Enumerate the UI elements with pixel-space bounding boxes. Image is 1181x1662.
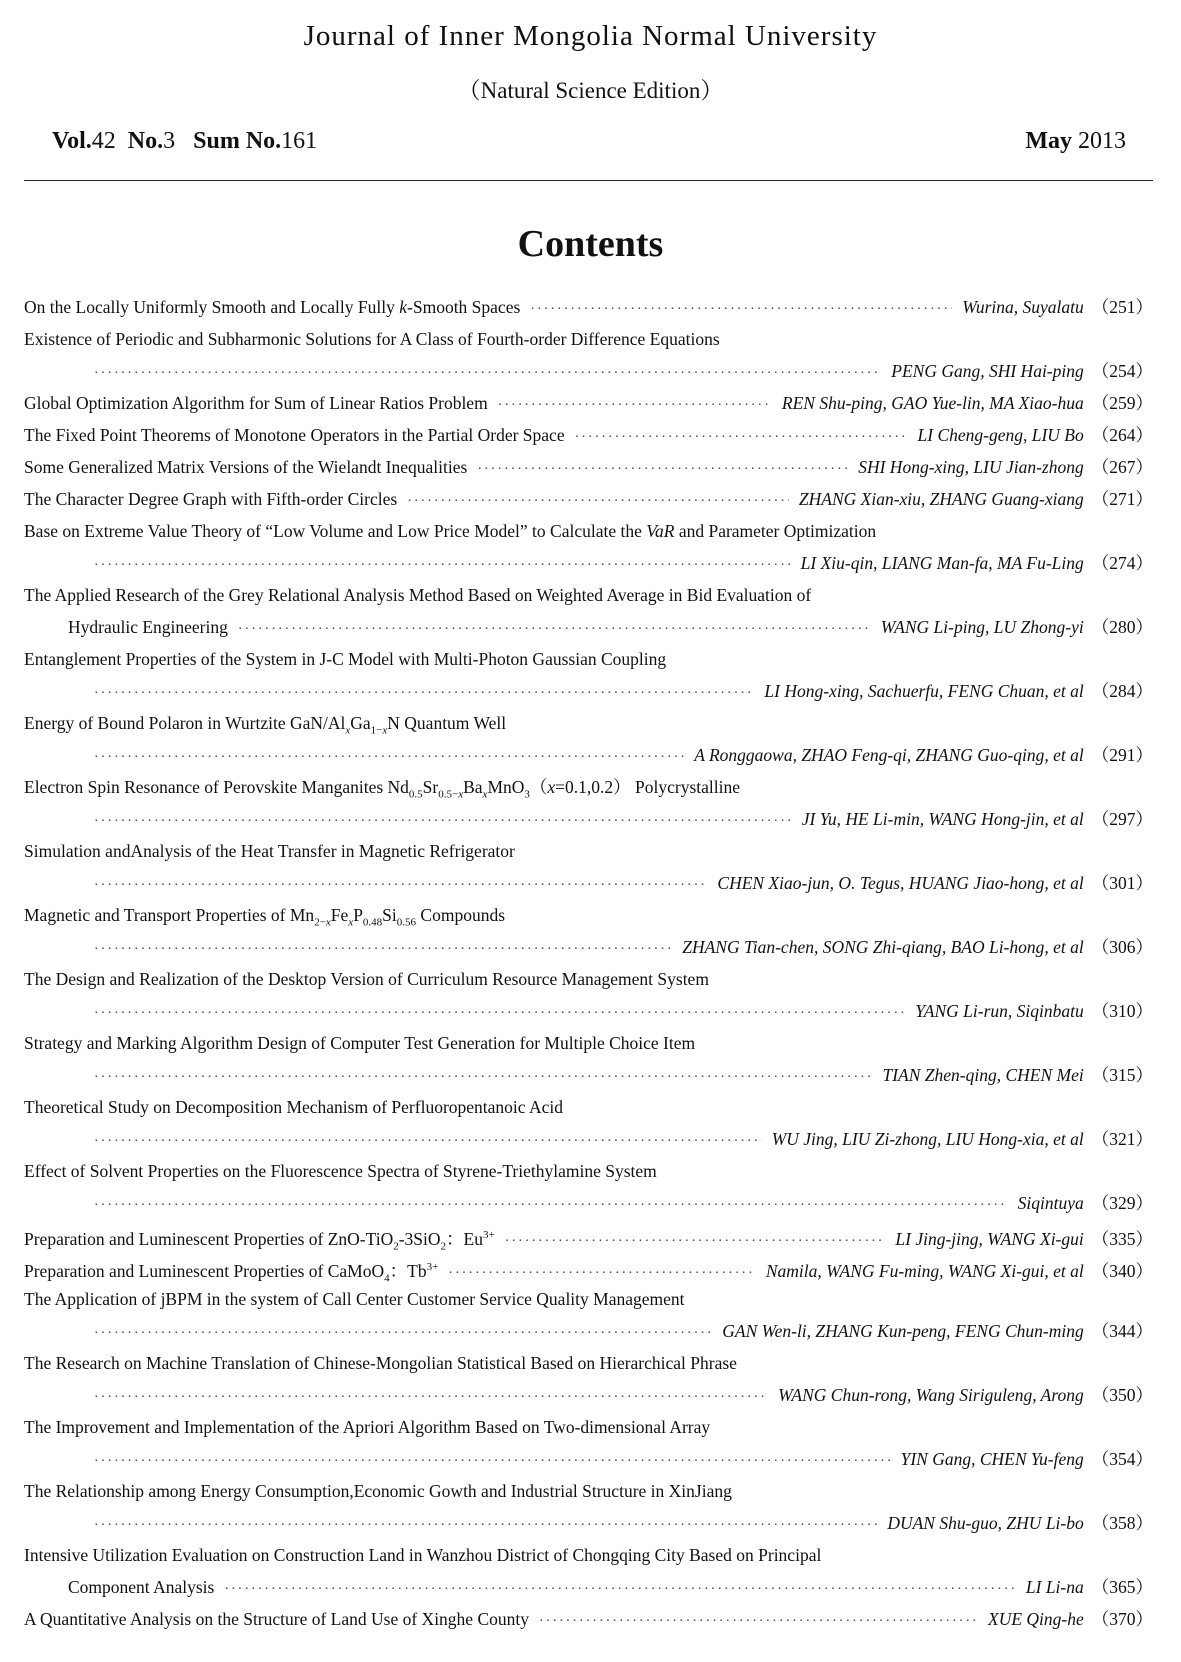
toc-entry-title-line bbox=[24, 1091, 1153, 1123]
table-of-contents bbox=[24, 291, 1153, 1635]
entry-title: Preparation and Luminescent Properties of ZnO-TiO$_2$-3SiO$_2$：$Eu^{3+}$ bbox=[24, 1228, 495, 1253]
entry-title: Existence of Periodic and Subharmonic Solutions for A Class of Fourth-order Difference Equations bbox=[24, 329, 720, 349]
entry-page: （264） bbox=[1091, 425, 1153, 445]
entry-authors: YANG Li-run, Siqinbatu bbox=[915, 1001, 1084, 1021]
entry-page: （284） bbox=[1091, 681, 1153, 701]
leader-dots bbox=[505, 1226, 886, 1258]
entry-page: （280） bbox=[1091, 617, 1153, 637]
no-number: 3 bbox=[163, 128, 176, 154]
entry-title: The Improvement and Implementation of the Apriori Algorithm Based on Two-dimensional Array bbox=[24, 1417, 711, 1437]
entry-title: Theoretical Study on Decomposition Mechanism of Perfluoropentanoic Acid bbox=[24, 1097, 563, 1117]
entry-authors: PENG Gang, SHI Hai-ping bbox=[891, 361, 1084, 381]
toc-entry-title-line bbox=[24, 1155, 1153, 1187]
entry-page: （350） bbox=[1091, 1385, 1153, 1405]
entry-page: （321） bbox=[1091, 1129, 1153, 1149]
entry-authors: REN Shu-ping, GAO Yue-lin, MA Xiao-hua bbox=[781, 393, 1084, 413]
entry-title: On the Locally Uniformly Smooth and Locally Fully k-Smooth Spaces bbox=[24, 297, 521, 317]
entry-title: The Fixed Point Theorems of Monotone Operators in the Partial Order Space bbox=[24, 425, 565, 445]
leader-dots bbox=[94, 1382, 768, 1414]
leader-dots bbox=[94, 1446, 891, 1478]
entry-title-cont: Component Analysis bbox=[68, 1577, 215, 1597]
entry-page: （335） bbox=[1091, 1228, 1153, 1249]
sum-number: 161 bbox=[281, 128, 318, 154]
leader-dots bbox=[477, 454, 848, 486]
leader-dots bbox=[94, 1062, 873, 1094]
entry-authors: Siqintuya bbox=[1017, 1193, 1084, 1213]
leader-dots bbox=[94, 998, 905, 1030]
entry-title: Effect of Solvent Properties on the Fluorescence Spectra of Styrene-Triethylamine System bbox=[24, 1161, 657, 1181]
entry-title: The Applied Research of the Grey Relational Analysis Method Based on Weighted Average in Bid Evaluation of bbox=[24, 585, 812, 605]
leader-dots bbox=[94, 1318, 712, 1350]
entry-page: （306） bbox=[1091, 937, 1153, 957]
toc-entry bbox=[24, 451, 1153, 483]
entry-title: Electron Spin Resonance of Perovskite Manganites $Nd_{0.5}Sr_{0.5-x}Ba_xMnO_3(x=0.1,0.2)$ Polycrystalline bbox=[24, 777, 741, 801]
entry-authors: Wurina, Suyalatu bbox=[962, 297, 1084, 317]
leader-dots bbox=[94, 934, 672, 966]
entry-authors: YIN Gang, CHEN Yu-feng bbox=[900, 1449, 1084, 1469]
leader-dots bbox=[94, 550, 791, 582]
toc-entry-authors-line bbox=[24, 803, 1153, 835]
toc-entry-authors-line bbox=[24, 1187, 1153, 1219]
toc-entry-title-line-2 bbox=[24, 1571, 1153, 1603]
entry-page: （254） bbox=[1091, 361, 1153, 381]
entry-title: The Design and Realization of the Desktop Version of Curriculum Resource Management System bbox=[24, 969, 709, 989]
toc-entry-title-line bbox=[24, 963, 1153, 995]
entry-title: Simulation andAnalysis of the Heat Transfer in Magnetic Refrigerator bbox=[24, 841, 515, 861]
leader-dots bbox=[94, 742, 684, 774]
leader-dots bbox=[94, 678, 754, 710]
toc-entry-authors-line bbox=[24, 1443, 1153, 1475]
entry-title: Global Optimization Algorithm for Sum of Linear Ratios Problem bbox=[24, 393, 488, 413]
entry-title: The Character Degree Graph with Fifth-order Circles bbox=[24, 489, 398, 509]
entry-title: Base on Extreme Value Theory of “Low Volume and Low Price Model” to Calculate the VaR and Parameter Optimization bbox=[24, 521, 877, 541]
leader-dots bbox=[498, 390, 772, 422]
toc-entry-authors-line bbox=[24, 1059, 1153, 1091]
entry-authors: Namila, WANG Fu-ming, WANG Xi-gui, et al bbox=[765, 1260, 1084, 1281]
entry-page: （310） bbox=[1091, 1001, 1153, 1021]
leader-dots bbox=[94, 1190, 1008, 1222]
toc-entry-title-line bbox=[24, 1027, 1153, 1059]
issue-year: 2013 bbox=[1078, 128, 1126, 154]
entry-authors: GAN Wen-li, ZHANG Kun-peng, FENG Chun-ming bbox=[722, 1321, 1084, 1341]
leader-dots bbox=[94, 358, 881, 390]
toc-entry-title-line bbox=[24, 643, 1153, 675]
entry-authors: LI Xiu-qin, LIANG Man-fa, MA Fu-Ling bbox=[800, 553, 1084, 573]
toc-entry-title-line-2 bbox=[24, 611, 1153, 643]
entry-page: （297） bbox=[1091, 809, 1153, 829]
entry-page: （259） bbox=[1091, 393, 1153, 413]
entry-authors: CHEN Xiao-jun, O. Tegus, HUANG Jiao-hong, et al bbox=[717, 873, 1084, 893]
toc-entry bbox=[24, 291, 1153, 323]
entry-title: Preparation and Luminescent Properties of CaMoO$_4$：$Tb^{3+}$ bbox=[24, 1260, 439, 1285]
toc-entry-authors-line bbox=[24, 867, 1153, 899]
toc-entry-title-line bbox=[24, 579, 1153, 611]
toc-entry-authors-line bbox=[24, 675, 1153, 707]
entry-title-cont: Hydraulic Engineering bbox=[68, 617, 228, 637]
entry-authors: DUAN Shu-guo, ZHU Li-bo bbox=[887, 1513, 1084, 1533]
toc-entry-authors-line bbox=[24, 1379, 1153, 1411]
toc-entry-title-line bbox=[24, 835, 1153, 867]
issue-date bbox=[1025, 128, 1126, 155]
entry-authors: WANG Chun-rong, Wang Siriguleng, Arong bbox=[778, 1385, 1084, 1405]
entry-authors: TIAN Zhen-qing, CHEN Mei bbox=[882, 1065, 1084, 1085]
toc-entry-authors-line bbox=[24, 1315, 1153, 1347]
entry-page: （344） bbox=[1091, 1321, 1153, 1341]
no-label: No. bbox=[127, 128, 164, 154]
toc-entry bbox=[24, 419, 1153, 451]
toc-entry-authors-line bbox=[24, 739, 1153, 771]
entry-title: A Quantitative Analysis on the Structure of Land Use of Xinghe County bbox=[24, 1609, 529, 1629]
entry-page: （354） bbox=[1091, 1449, 1153, 1469]
vol-label: Vol. bbox=[52, 128, 92, 154]
leader-dots bbox=[94, 870, 707, 902]
issue-info bbox=[52, 128, 317, 155]
entry-authors: WU Jing, LIU Zi-zhong, LIU Hong-xia, et al bbox=[771, 1129, 1084, 1149]
leader-dots bbox=[94, 806, 792, 838]
entry-title: The Application of jBPM in the system of Call Center Customer Service Quality Management bbox=[24, 1289, 685, 1309]
entry-page: （274） bbox=[1091, 553, 1153, 573]
vol-number: 42 bbox=[91, 128, 116, 154]
entry-authors: LI Cheng-geng, LIU Bo bbox=[917, 425, 1084, 445]
toc-entry-title-line bbox=[24, 899, 1153, 931]
toc-entry-title-line bbox=[24, 1283, 1153, 1315]
header-rule bbox=[24, 180, 1153, 181]
entry-authors: LI Jing-jing, WANG Xi-gui bbox=[895, 1228, 1084, 1249]
entry-page: （370） bbox=[1091, 1609, 1153, 1629]
entry-title: Some Generalized Matrix Versions of the Wielandt Inequalities bbox=[24, 457, 468, 477]
entry-title: Intensive Utilization Evaluation on Construction Land in Wanzhou District of Chongqing City Based on Principal bbox=[24, 1545, 822, 1565]
entry-page: （315） bbox=[1091, 1065, 1153, 1085]
leader-dots bbox=[575, 422, 908, 454]
leader-dots bbox=[94, 1510, 877, 1542]
entry-title: The Research on Machine Translation of Chinese-Mongolian Statistical Based on Hierarchical Phrase bbox=[24, 1353, 737, 1373]
entry-page: （340） bbox=[1091, 1260, 1153, 1281]
toc-entry-authors-line bbox=[24, 355, 1153, 387]
toc-entry bbox=[24, 387, 1153, 419]
toc-entry bbox=[24, 1219, 1153, 1251]
toc-entry-authors-line bbox=[24, 1507, 1153, 1539]
entry-title: Energy of Bound Polaron in Wurtzite GaN/$Al_xGa_{1-x}N$ Quantum Well bbox=[24, 713, 507, 737]
toc-entry-title-line bbox=[24, 1539, 1153, 1571]
journal-subtitle: （Natural Science Edition） bbox=[457, 78, 724, 103]
leader-dots bbox=[539, 1606, 978, 1638]
entry-authors: XUE Qing-he bbox=[988, 1609, 1084, 1629]
toc-entry-title-line bbox=[24, 1347, 1153, 1379]
entry-title: Strategy and Marking Algorithm Design of Computer Test Generation for Multiple Choice Item bbox=[24, 1033, 696, 1053]
entry-page: （267） bbox=[1091, 457, 1153, 477]
entry-title: Entanglement Properties of the System in J-C Model with Multi-Photon Gaussian Coupling bbox=[24, 649, 667, 669]
toc-entry-title-line bbox=[24, 1475, 1153, 1507]
leader-dots bbox=[530, 294, 952, 326]
sum-label: Sum No. bbox=[193, 128, 282, 154]
entry-page: （301） bbox=[1091, 873, 1153, 893]
contents-heading: Contents bbox=[517, 223, 664, 265]
leader-dots bbox=[94, 1126, 762, 1158]
issue-month: May bbox=[1025, 128, 1072, 154]
toc-entry-title-line bbox=[24, 323, 1153, 355]
entry-page: （329） bbox=[1091, 1193, 1153, 1213]
toc-entry bbox=[24, 483, 1153, 515]
entry-authors: A Ronggaowa, ZHAO Feng-qi, ZHANG Guo-qing, et al bbox=[694, 745, 1084, 765]
entry-authors: JI Yu, HE Li-min, WANG Hong-jin, et al bbox=[801, 809, 1084, 829]
toc-entry-authors-line bbox=[24, 1123, 1153, 1155]
entry-authors: LI Hong-xing, Sachuerfu, FENG Chuan, et al bbox=[764, 681, 1084, 701]
entry-title: The Relationship among Energy Consumption,Economic Gowth and Industrial Structure in XinJiang bbox=[24, 1481, 732, 1501]
leader-dots bbox=[224, 1574, 1016, 1606]
entry-authors: ZHANG Tian-chen, SONG Zhi-qiang, BAO Li-hong, et al bbox=[682, 937, 1084, 957]
entry-page: （291） bbox=[1091, 745, 1153, 765]
entry-authors: ZHANG Xian-xiu, ZHANG Guang-xiang bbox=[798, 489, 1084, 509]
entry-page: （365） bbox=[1091, 1577, 1153, 1597]
toc-entry-title-line bbox=[24, 515, 1153, 547]
toc-entry-authors-line bbox=[24, 547, 1153, 579]
entry-authors: LI Li-na bbox=[1025, 1577, 1084, 1597]
journal-title: Journal of Inner Mongolia Normal University bbox=[303, 20, 878, 52]
entry-page: （251） bbox=[1091, 297, 1153, 317]
toc-entry-title-line bbox=[24, 707, 1153, 739]
toc-entry-title-line bbox=[24, 1411, 1153, 1443]
toc-entry-title-line bbox=[24, 771, 1153, 803]
entry-authors: SHI Hong-xing, LIU Jian-zhong bbox=[858, 457, 1084, 477]
entry-page: （271） bbox=[1091, 489, 1153, 509]
leader-dots bbox=[407, 486, 789, 518]
toc-entry-authors-line bbox=[24, 995, 1153, 1027]
toc-entry-authors-line bbox=[24, 931, 1153, 963]
entry-authors: WANG Li-ping, LU Zhong-yi bbox=[880, 617, 1084, 637]
toc-entry bbox=[24, 1603, 1153, 1635]
leader-dots bbox=[238, 614, 871, 646]
entry-title: Magnetic and Transport Properties of $Mn_{2-x}Fe_xP_{0.48}Si_{0.56}$ Compounds bbox=[24, 905, 506, 929]
entry-page: （358） bbox=[1091, 1513, 1153, 1533]
